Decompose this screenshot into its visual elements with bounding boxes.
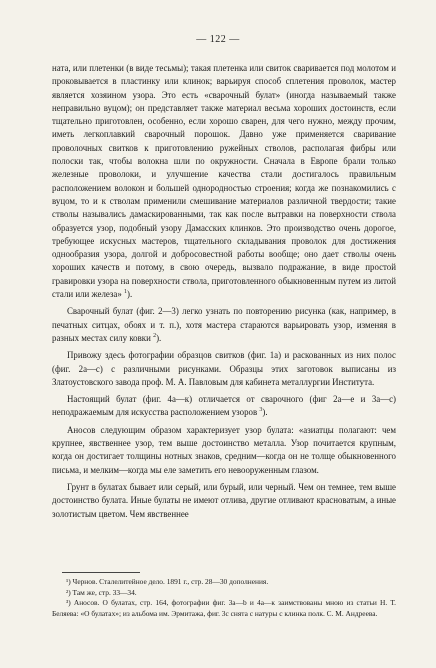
paragraph-text: ната, или плетенки (в виде тесьмы); такая плетенка или свиток сваривается под молотом и проковывается в пластинку или клинок; варьируя способ сплетения проволок, мастер является хозяином узора. Это есть «сварочный булат» (иногда называемый также неправильно вуцом); он представляет также материал весьма хороших достоинств, если тщательно приготовлен, особенно, если хорошо сварен, для чего нужно, между прочим, иметь легкоплавкий сварочный порошок. Давно уже применяется сваривание проволочных свитков к приготовлению ружейных стволов, располагая фибры или полоски так, чтобы волокна шли по окружности. Сначала в Европе брали только железные проволоки, и улучшение качества стали достигалось правильным расположением волокон и большей однородностью строения; когда же познакомились с вуцом, то и к стволам применили смешивание материалов различной твердости; такие стволы назывались дамаскированными, так как после вытравки на поверхности ствола образуется узор, подобный узору Дамасских клинков. Это производство очень дорогое, требующее искусных мастеров, тщательного складывания проволок для достижения однообразия узора, долгой и добросовестной работы вообще; оно дает стволы очень хороших качеств и потому, в свою очередь, вызвало подражание, в виде простой гравировки узора на поверхности ствола, приготовленного обыкновенным путем из литой стали или железа» <box>52 63 396 300</box>
paragraph: Настоящий булат (фиг. 4а—к) отличается от сварочного (фиг 2а—е и 3а—с) неподражаемым для искусства расположением узоров $^3$). <box>52 394 396 418</box>
paragraph <box>52 424 396 477</box>
paragraph <box>52 481 396 521</box>
footnotes <box>52 577 396 619</box>
footnote-mark: 2 <box>153 332 157 339</box>
paragraph-text: Привожу здесь фотографии образцов свитков (фиг. 1а) и раскованных из них полос (фиг. 2а—с) с различными рисунками. Образцы этих заготовок выписаны из Златоустовского завода проф. М. А. Павловым для кабинета металлургии Института. <box>52 350 396 387</box>
footnote-mark: 1 <box>124 289 128 296</box>
footnote: ²) Там же, стр. 33—34. <box>66 587 137 597</box>
footnote-divider <box>62 572 140 573</box>
paragraph-text: Грунт в булатах бывает или серый, или бурый, или черный. Чем он темнее, тем выше достоинство булата. Иные булаты не имеют отлива, другие отливают красноватым, а иные золотистым цветом. Чем явственнее <box>52 481 396 519</box>
paragraph-text: Настоящий булат (фиг. 4а—к) отличается от сварочного (фиг 2а—е и 3а—с) неподражаемым для искусства расположением узоров <box>52 394 396 418</box>
footnote: ¹) Чернов. Сталелитейное дело. 1891 г., стр. 28—30 дополнения. <box>66 577 269 586</box>
paragraph-text: Сварочный булат (фиг. 2—3) легко узнать по повторению рисунка (как, например, в печатных ситцах, обоях и т. п.), хотя мастера стараются варьировать узор, изменяя в разных местах силу ковки <box>52 306 396 343</box>
footnote: ³) Аносов. О булатах, стр. 164, фотографии фиг. 3а—b и 4а—к заимствованы мною из статьи Н. Т. Беляева: «О булатах»; из альбома им. Эрмитажа, фиг. 3с снята с натуры с клинка полк. С. М. Андреева. <box>52 598 396 618</box>
body-text <box>52 62 396 521</box>
footnote-mark: 3 <box>259 407 263 414</box>
paragraph: Сварочный булат (фиг. 2—3) легко узнать по повторению рисунка (как, например, в печатных ситцах, обоях и т. п.), хотя мастера стараются варьировать узор, изменяя в разных местах силу ковки $^2$). <box>52 306 396 343</box>
page-number: — 122 — <box>196 34 240 45</box>
paragraph: ната, или плетенки (в виде тесьмы); такая плетенка или свиток сваривается под молотом и проковывается в пластинку или клинок; варьируя способ сплетения проволок, мастер является хозяином узора. Это есть «сварочный булат» (иногда называемый также неправильно вуцом); он представляет также материал весьма хороших достоинств, если тщательно приготовлен, особенно, если хорошо сварен, для чего нужно, между прочим, иметь легкоплавкий сварочный порошок. Давно уже применяется сваривание проволочных свитков к приготовлению ружейных стволов, располагая фибры или полоски так, чтобы волокна шли по окружности. Сначала в Европе брали только железные проволоки, и улучшение качества стали достигалось правильным расположением волокон и большей однородностью строения; когда же познакомились с вуцом, то и к стволам применили смешивание материалов различной твердости; такие стволы назывались дамаскированными, так как после вытравки на поверхности ствола образуется узор, подобный узору Дамасских клинков. Это производство очень дорогое, требующее искусных мастеров, тщательного складывания проволок для достижения однообразия узора, долгой и добросовестной работы вообще; оно дает стволы очень хороших качеств и потому, в свою очередь, вызвало подражание, в виде простой гравировки узора на поверхности ствола, приготовленного обыкновенным путем из литой стали или железа» $^1$). <box>52 63 396 300</box>
paragraph <box>52 349 396 389</box>
paragraph-text: Аносов следующим образом характеризует узор булата: «азиатцы полагают: чем крупнее, явственнее узор, тем выше достоинство металла. Узор почитается крупным, когда он достигает толщины нотных знаков, средним—когда он не толще обыкновенного письма, и мелким—когда мы еле заметить его невооруженным глазом. <box>52 424 396 475</box>
